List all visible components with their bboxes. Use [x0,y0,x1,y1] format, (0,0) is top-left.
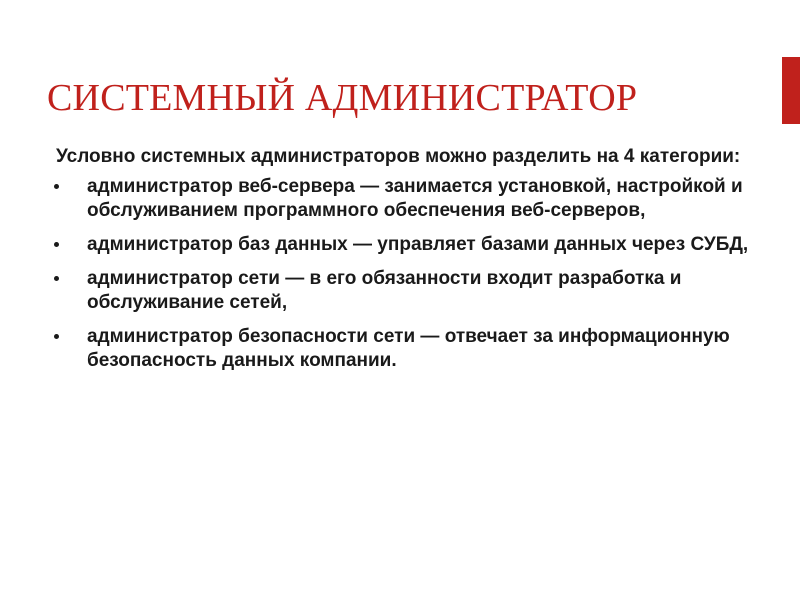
list-item-text: администратор веб-сервера — занимается установкой, настройкой и обслуживанием программного обеспечения веб-серверов, [87,176,743,221]
category-list [54,175,754,373]
slide-title: СИСТЕМНЫЙ АДМИНИСТРАТОР [47,77,638,119]
bullet-icon [54,334,59,339]
intro-text: Условно системных администраторов можно разделить на 4 категории: [56,146,741,167]
list-item [54,267,754,315]
list-item [54,233,754,257]
list-item [54,175,754,223]
bullet-icon [54,242,59,247]
list-item-text: администратор безопасности сети — отвечает за информационную безопасность данных компании. [87,326,730,371]
accent-bar [782,57,800,124]
list-item [54,325,754,373]
slide-body [54,145,754,383]
bullet-icon [54,184,59,189]
bullet-icon [54,276,59,281]
list-item-text: администратор баз данных — управляет базами данных через СУБД, [87,234,749,255]
list-item-text: администратор сети — в его обязанности входит разработка и обслуживание сетей, [87,268,682,313]
